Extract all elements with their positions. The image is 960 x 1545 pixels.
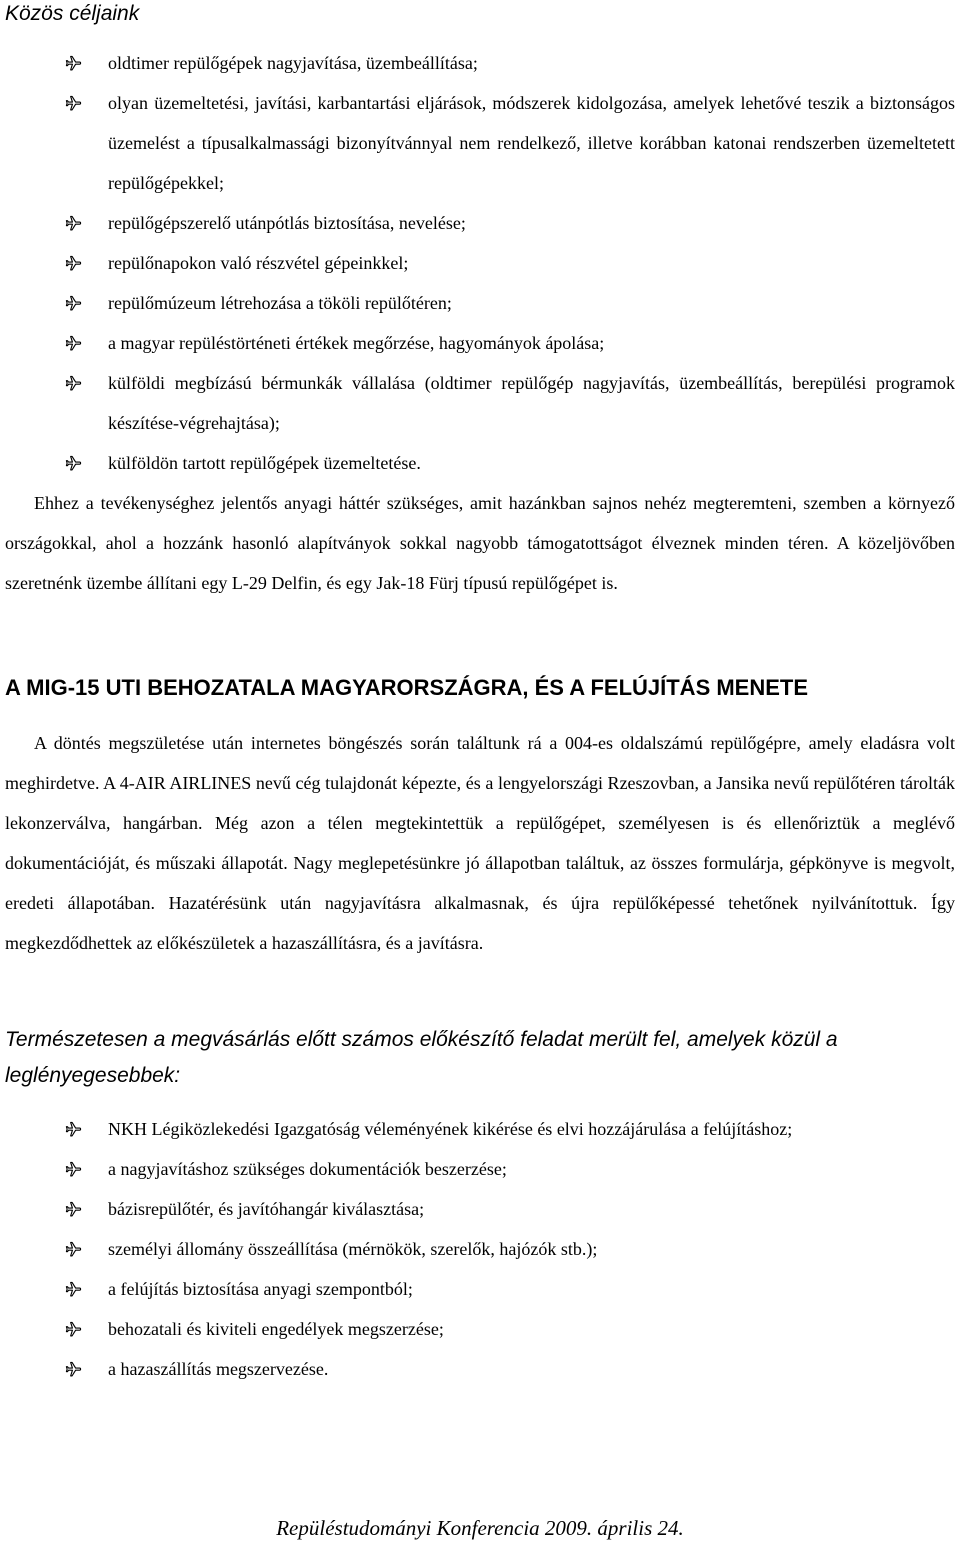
- airplane-icon: [65, 1321, 82, 1338]
- list-item: külföldi megbízású bérmunkák vállalása (oldtimer repülőgép nagyjavítás, üzembeállítás, berepülési programok készítése-végrehajtása);: [0, 363, 960, 443]
- airplane-icon: [65, 1361, 82, 1378]
- airplane-icon: [65, 295, 82, 312]
- airplane-icon: [65, 375, 82, 392]
- paragraph-decision: A döntés megszületése után internetes böngészés során találtunk rá a 004-es oldalszámú repülőgépre, amely eladásra volt meghirdetve. A 4-AIR AIRLINES nevű cég tulajdonát képezte, és a lengyelországi Rzeszovban, a Jansika nevű repülőtéren tárolták lekonzerválva, hangárban. Még azon a télen megtekintettük a repülőgépet, személyesen is és ellenőriztük a meglévő dokumentációját, és műszaki állapotát. Nagy meglepetésünkre jó állapotban találtuk, az összes formulárja, gépkönyve is megvolt, eredeti állapotában. Hazatérésünk után nagyjavításra alkalmasnak, és újra repülőképessé tehetőnek nyilvánítottuk. Így megkezdődhettek az előkészületek a hazaszállításra, és a javításra.: [5, 733, 955, 953]
- list-item: személyi állomány összeállítása (mérnökök, szerelők, hajózók stb.);: [0, 1229, 960, 1269]
- heading-preparations: Természetesen a megvásárlás előtt számos előkészítő feladat merült fel, amelyek közül a leglényegesebbek:: [5, 1028, 838, 1087]
- goals-list: [0, 43, 960, 483]
- airplane-icon: [65, 1241, 82, 1258]
- airplane-icon: [65, 335, 82, 352]
- list-item: a nagyjavításhoz szükséges dokumentációk beszerzése;: [0, 1149, 960, 1189]
- list-item: külföldön tartott repülőgépek üzemeltetése.: [0, 443, 960, 483]
- preparations-list: [0, 1109, 960, 1389]
- list-item: olyan üzemeltetési, javítási, karbantartási eljárások, módszerek kidolgozása, amelyek lehetővé teszik a biztonságos üzemelést a típusalkalmassági bizonyítvánnyal nem rendelkező, illetve korábban katonai rendszerben üzemeltetett repülőgépekkel;: [0, 83, 960, 203]
- airplane-icon: [65, 455, 82, 472]
- list-item: repülőnapokon való részvétel gépeinkkel;: [0, 243, 960, 283]
- section-title: A MIG-15 UTI BEHOZATALA MAGYARORSZÁGRA, ÉS A FELÚJÍTÁS MENETE: [5, 675, 809, 700]
- airplane-icon: [65, 1161, 82, 1178]
- airplane-icon: [65, 1201, 82, 1218]
- airplane-icon: [65, 215, 82, 232]
- heading-goals: Közös céljaink: [5, 2, 140, 25]
- list-item: a hazaszállítás megszervezése.: [0, 1349, 960, 1389]
- list-item: a felújítás biztosítása anyagi szempontból;: [0, 1269, 960, 1309]
- list-item: repülőgépszerelő utánpótlás biztosítása, nevelése;: [0, 203, 960, 243]
- list-item: oldtimer repülőgépek nagyjavítása, üzembeállítása;: [0, 43, 960, 83]
- list-item: a magyar repüléstörténeti értékek megőrzése, hagyományok ápolása;: [0, 323, 960, 363]
- list-item: bázisrepülőtér, és javítóhangár kiválasztása;: [0, 1189, 960, 1229]
- list-item: repülőmúzeum létrehozása a tököli repülőtéren;: [0, 283, 960, 323]
- airplane-icon: [65, 1281, 82, 1298]
- list-item: behozatali és kiviteli engedélyek megszerzése;: [0, 1309, 960, 1349]
- airplane-icon: [65, 95, 82, 112]
- airplane-icon: [65, 1121, 82, 1138]
- airplane-icon: [65, 255, 82, 272]
- airplane-icon: [65, 55, 82, 72]
- list-item: NKH Légiközlekedési Igazgatóság véleményének kikérése és elvi hozzájárulása a felújításhoz;: [0, 1109, 960, 1149]
- footer-conference: Repüléstudományi Konferencia 2009. április 24.: [276, 1516, 684, 1540]
- paragraph-funding: Ehhez a tevékenységhez jelentős anyagi háttér szükséges, amit hazánkban sajnos nehéz megteremteni, szemben a környező országokkal, ahol a hozzánk hasonló alapítványok sokkal nagyobb támogatottságot élveznek minden téren. A közeljövőben szeretnénk üzembe állítani egy L-29 Delfin, és egy Jak-18 Fürj típusú repülőgépet is.: [5, 493, 955, 593]
